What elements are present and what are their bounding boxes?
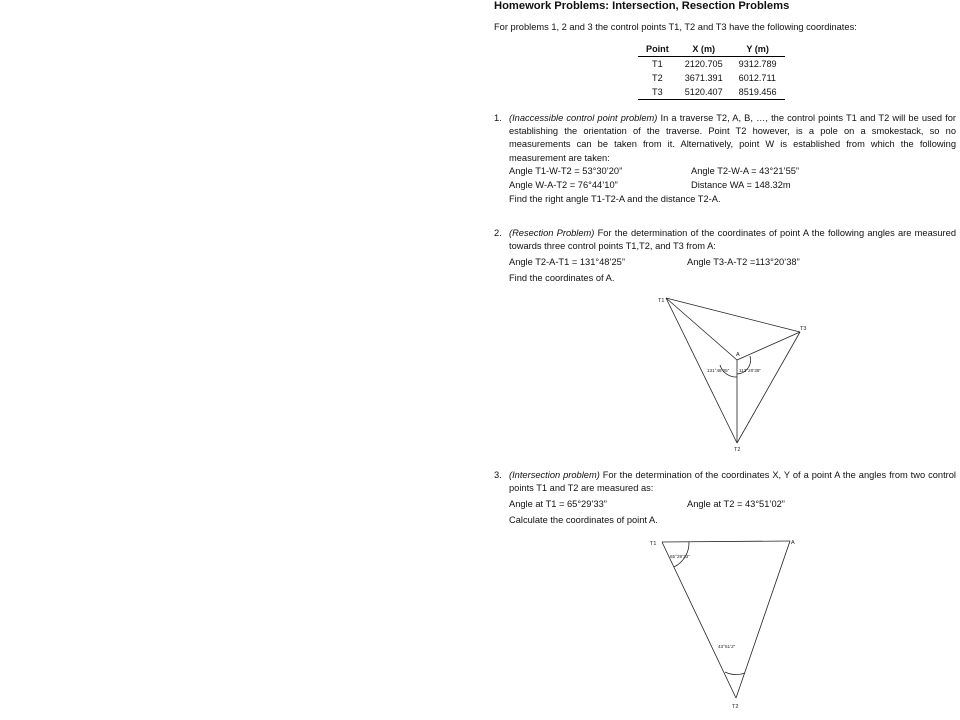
label-t2: T2 [734,447,741,453]
angle-label-2: 113°20’38” [739,368,761,373]
problem-2-task: Find the coordinates of A. [509,273,615,284]
y-cell: 6012.711 [738,73,776,83]
problem-2-text [509,227,956,253]
problem-1-body: In a traverse T2, A, B, …, the control points T1 and T2 will be used for establishing the orientation of the traverse. Point T2 however, is a pole on a smokestack, so no measurements can be taken from it. Alternatively, point W is established from which the following measurement are taken: [509,113,956,163]
label-t2: T2 [732,704,739,710]
problem-number: 2. [494,228,502,238]
problem-number: 1. [494,113,502,123]
angle-label-t1: 65°29’33” [670,554,690,559]
point-cell: T3 [638,85,677,100]
label-a: A [736,352,740,358]
label-t1: T1 [658,298,665,304]
problem-1-label: (Inaccessible control point problem) [509,113,658,123]
problem-1-text [509,112,956,165]
problem-1 [494,112,956,206]
line-t1-t2 [662,542,736,698]
measurement: Angle T2-A-T1 = 131°48’25” [509,257,625,268]
y-cell: 9312.789 [738,59,777,69]
table-header-row [638,42,785,57]
column-header: X (m) [677,42,731,57]
problem-3-body: For the determination of the coordinates X, Y of a point A the angles from two control points T1 and T2 are measured as: [509,470,956,494]
intro-text: For problems 1, 2 and 3 the control points T1, T2 and T3 have the following coordinates: [494,22,857,32]
measurement-row [509,165,956,179]
point-cell: T2 [652,73,663,83]
problem-2-label: (Resection Problem) [509,228,595,238]
resection-figure [640,290,830,460]
page-title: Homework Problems: Intersection, Resection Problems [494,0,790,12]
x-cell: 5120.407 [677,85,731,100]
problem-number: 3. [494,470,502,480]
measurement-row [509,256,956,270]
y-cell: 8519.456 [731,85,785,100]
problem-3 [494,469,956,528]
line-t3-t2 [737,332,800,443]
control-points-table [638,42,785,100]
line-t1-t3 [666,298,800,332]
table-row [638,85,785,100]
point-cell: T1 [652,59,663,69]
column-header: Y (m) [731,42,785,57]
measurement: Angle T3-A-T2 =113°20’38” [687,257,800,268]
problem-2 [494,227,956,286]
intersection-figure [645,532,815,712]
measurement-row [509,498,956,512]
x-cell: 2120.705 [684,59,723,69]
column-header: Point [638,42,677,57]
table-row [638,71,785,85]
line-t2-a [736,541,790,698]
label-t3: T3 [800,326,807,332]
problem-3-task: Calculate the coordinates of point A. [509,515,658,526]
measurement: Angle at T2 = 43°51’02” [687,499,785,510]
measurement: Angle at T1 = 65°29’33” [509,499,607,510]
line-a-t3 [737,332,800,360]
measurement: Angle W-A-T2 = 76°44’10” [509,179,618,190]
problem-3-label: (Intersection problem) [509,470,600,480]
label-a: A [791,540,795,546]
angle-label-t2: 43°51’2” [718,644,736,649]
measurement: Angle T2-W-A = 43°21’55” [691,165,800,176]
x-cell: 3671.391 [684,73,723,83]
angle-arc-t2 [725,672,745,675]
measurement-row [509,179,956,193]
measurement: Angle T1-W-T2 = 53°30’20” [509,165,623,176]
line-t1-a [662,541,790,542]
table-row [638,57,785,72]
problem-1-task: Find the right angle T1-T2-A and the distance T2-A. [509,193,721,204]
problem-2-body: For the determination of the coordinates of point A the following angles are measured towards three control points T1,T2, and T3 from A: [509,228,956,252]
measurement: Distance WA = 148.32m [691,179,791,190]
problem-3-text [509,469,956,495]
label-t1: T1 [650,541,657,547]
angle-label-1: 131°48’25” [707,368,730,373]
